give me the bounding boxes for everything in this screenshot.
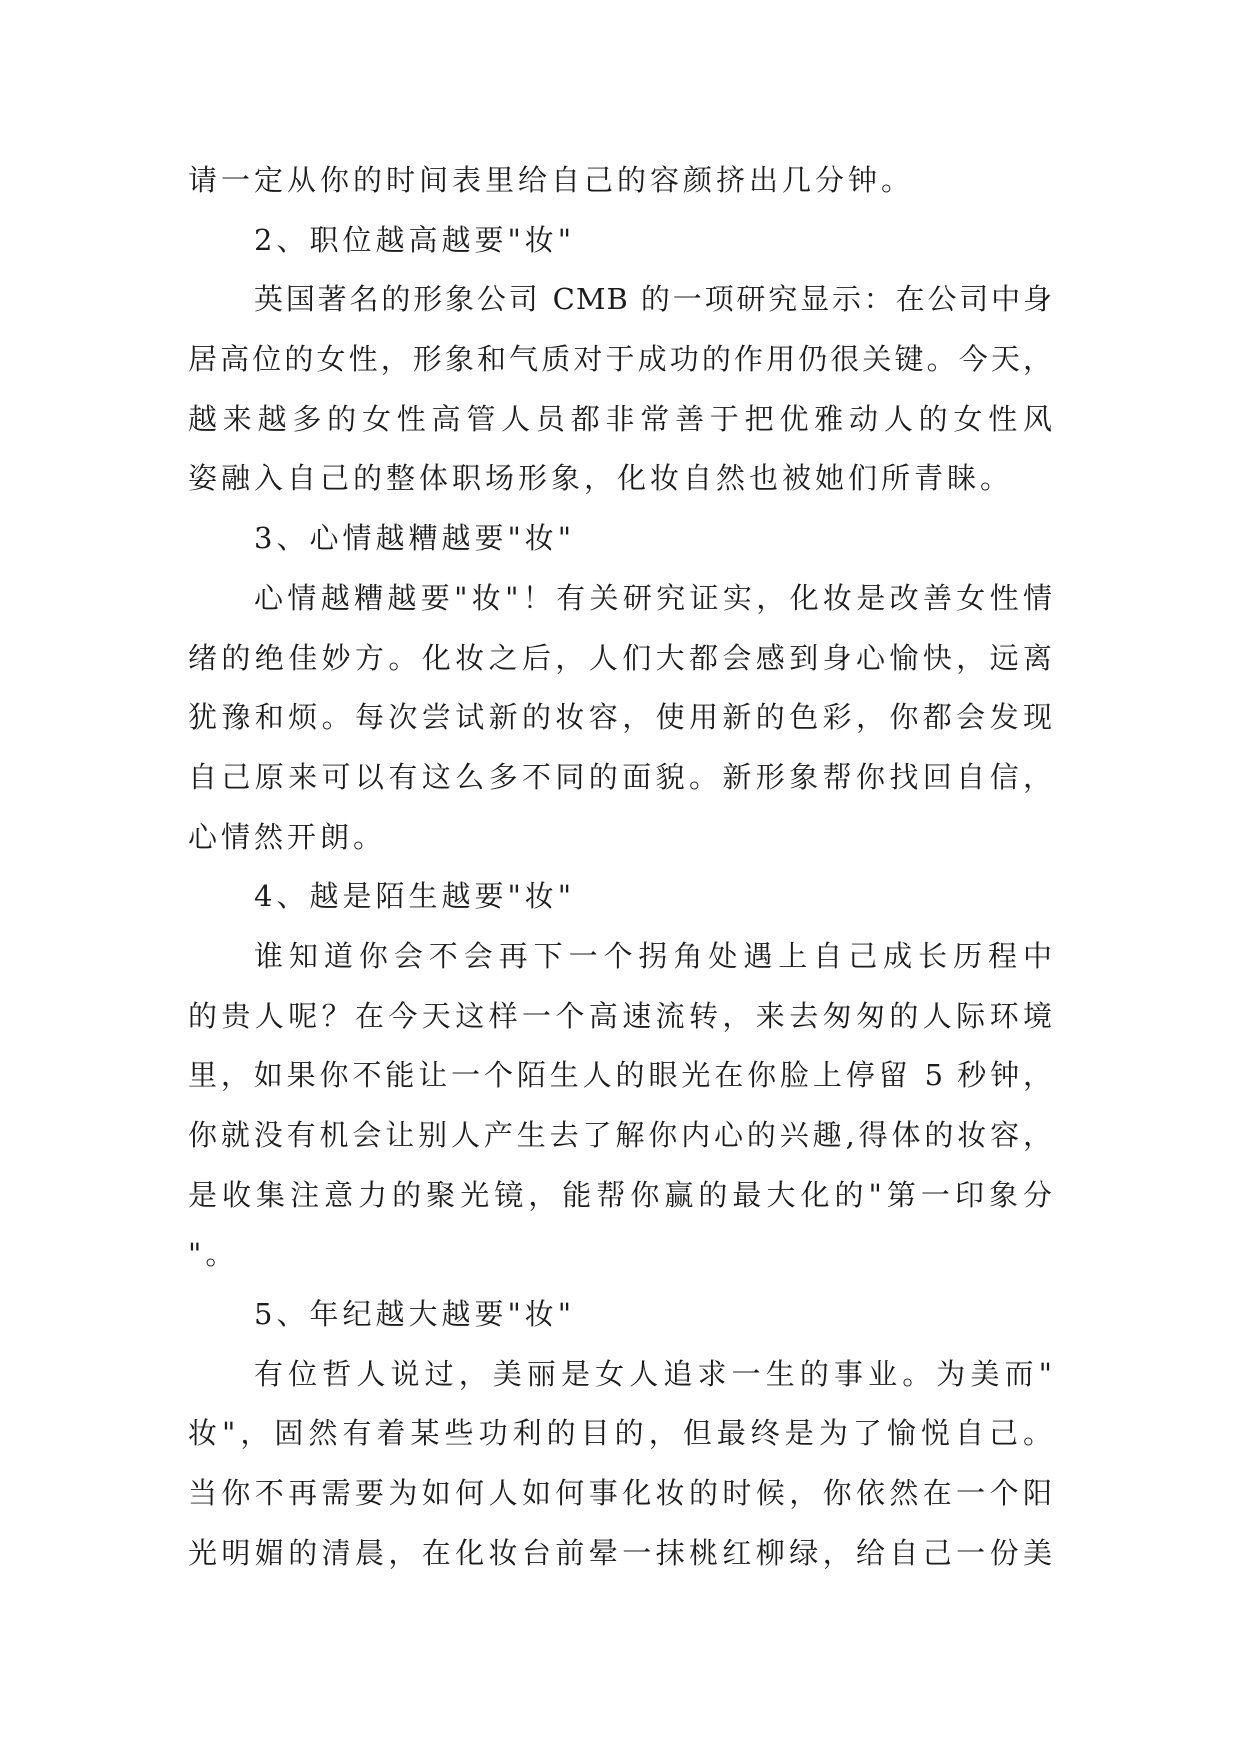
body-text-line: 越来越多的女性高管人员都非常善于把优雅动人的女性风 (188, 401, 1053, 436)
body-text-line: 是收集注意力的聚光镜，能帮你赢的最大化的"第一印象分 (188, 1177, 1053, 1212)
body-text-line: 有位哲人说过，美丽是女人追求一生的事业。为美而" (254, 1356, 1053, 1391)
body-text-line: 光明媚的清晨，在化妆台前晕一抹桃红柳绿，给自己一份美 (188, 1535, 1053, 1570)
section-heading: 4、越是陌生越要"妆" (254, 879, 576, 914)
section-heading: 3、心情越糟越要"妆" (254, 521, 576, 556)
body-text-line: 当你不再需要为如何人如何事化妆的时候，你依然在一个阳 (188, 1476, 1053, 1511)
body-text-line: 居高位的女性，形象和气质对于成功的作用仍很关键。今天， (188, 342, 1053, 377)
body-text-line: 姿融入自己的整体职场形象，化妆自然也被她们所青睐。 (188, 461, 1014, 496)
body-text-line: 自己原来可以有这么多不同的面貌。新形象帮你找回自信， (188, 759, 1053, 794)
body-text-line: 心情然开朗。 (188, 819, 387, 854)
body-text-line: "。 (188, 1237, 239, 1272)
body-text-line: 妆"，固然有着某些功利的目的，但最终是为了愉悦自己。 (188, 1416, 1053, 1451)
document-page (188, 151, 1053, 1584)
section-heading: 2、职位越高越要"妆" (254, 222, 576, 257)
body-text-line: 里，如果你不能让一个陌生人的眼光在你脸上停留 5 秒钟， (188, 1058, 1053, 1093)
body-text-line: 英国著名的形象公司 CMB 的一项研究显示：在公司中身 (254, 282, 1053, 317)
body-text-line: 绪的绝佳妙方。化妆之后，人们大都会感到身心愉快，远离 (188, 640, 1053, 675)
section-heading: 5、年纪越大越要"妆" (254, 1297, 576, 1332)
body-text-line: 的贵人呢？在今天这样一个高速流转，来去匆匆的人际环境 (188, 998, 1053, 1033)
body-text-line: 心情越糟越要"妆"！有关研究证实，化妆是改善女性情 (254, 580, 1053, 615)
body-text-line: 请一定从你的时间表里给自己的容颜挤出几分钟。 (188, 163, 915, 197)
body-text-line: 谁知道你会不会再下一个拐角处遇上自己成长历程中 (254, 938, 1053, 973)
body-text-line: 犹豫和烦。每次尝试新的妆容，使用新的色彩，你都会发现 (188, 700, 1053, 735)
body-text-line: 你就没有机会让别人产生去了解你内心的兴趣,得体的妆容， (188, 1118, 1053, 1152)
